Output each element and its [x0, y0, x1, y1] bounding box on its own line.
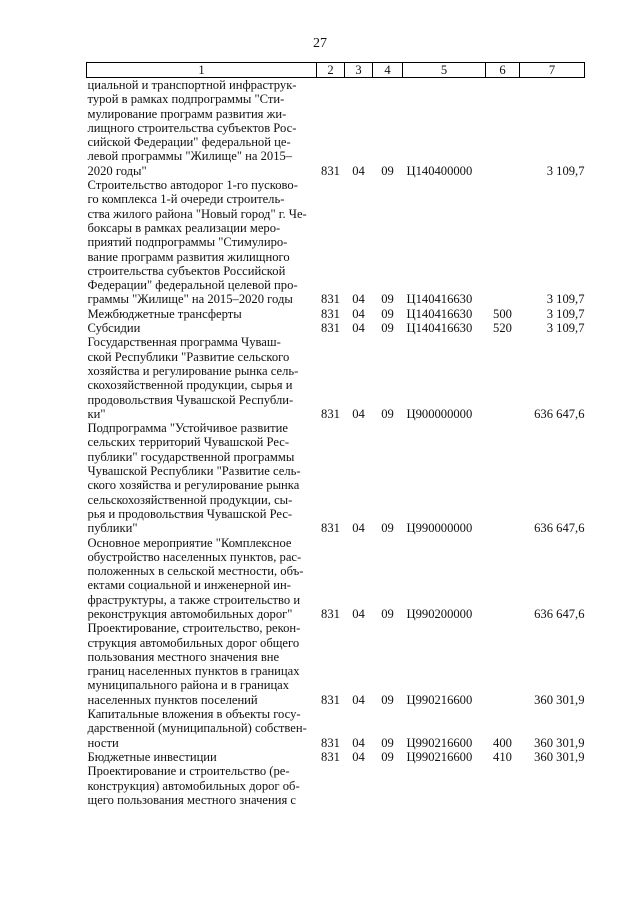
header-col-5: 5 — [403, 63, 486, 78]
row-description — [87, 78, 317, 179]
header-col-6: 6 — [486, 63, 520, 78]
description-line: граммы "Жилище" на 2015–2020 годы — [87, 292, 293, 307]
header-col-4: 4 — [373, 63, 403, 78]
table-row — [87, 78, 585, 179]
description-line: турой в рамках подпрограммы "Сти- — [87, 92, 285, 107]
description-line: муниципального района и в границах — [87, 678, 290, 693]
target-article-code: Ц900000000 — [406, 406, 473, 421]
description-line: ки" — [87, 406, 106, 421]
expense-type-code — [486, 536, 520, 622]
description-line: приятий подпрограммы "Стимулиро- — [87, 235, 288, 250]
description-line: 2020 годы" — [87, 163, 147, 178]
expense-type-code — [486, 621, 520, 707]
description-line: рья и продовольствия Чувашской Рес- — [87, 506, 293, 521]
description-line: ского хозяйства и регулирование рынка — [87, 478, 300, 493]
subsection-code: 09 — [381, 606, 394, 621]
row-description — [87, 178, 317, 307]
expense-type-code — [486, 764, 520, 807]
target-article-code: Ц140400000 — [406, 163, 473, 178]
section-code: 04 — [352, 292, 365, 307]
amount-value: 360 301,9 — [534, 692, 585, 707]
subsection-code: 09 — [381, 749, 394, 764]
description-line: Субсидии — [87, 321, 141, 336]
table-row — [87, 750, 585, 764]
section-code: 04 — [352, 521, 365, 536]
description-line: публики" — [87, 521, 138, 536]
section-code: 04 — [352, 692, 365, 707]
row-description — [87, 335, 317, 421]
amount-value: 3 109,7 — [546, 163, 585, 178]
row-description — [87, 750, 317, 764]
section-code: 04 — [352, 321, 365, 336]
target-article-code: Ц990000000 — [406, 521, 473, 536]
subsection-code: 09 — [381, 735, 394, 750]
ministry-code — [317, 764, 345, 807]
table-row — [87, 764, 585, 807]
description-line: фраструктуры, а также строительство и — [87, 592, 301, 607]
description-line: Межбюджетные трансферты — [87, 306, 242, 321]
expense-type-code: 520 — [493, 321, 512, 336]
header-col-7: 7 — [520, 63, 585, 78]
subsection-code: 09 — [381, 406, 394, 421]
ministry-code: 831 — [321, 606, 340, 621]
expense-type-code — [486, 421, 520, 535]
ministry-code: 831 — [321, 306, 340, 321]
ministry-code: 831 — [321, 292, 340, 307]
table-header — [87, 63, 585, 78]
subsection-code: 09 — [381, 321, 394, 336]
expense-type-code: 410 — [493, 749, 512, 764]
row-description — [87, 421, 317, 535]
amount-value: 3 109,7 — [546, 306, 585, 321]
amount-value: 636 647,6 — [534, 606, 585, 621]
amount-value — [520, 764, 585, 807]
header-col-2: 2 — [317, 63, 345, 78]
subsection-code: 09 — [381, 692, 394, 707]
table-row — [87, 621, 585, 707]
description-line: населенных пунктов поселений — [87, 692, 258, 707]
description-line: строительства субъектов Российской — [87, 263, 286, 278]
description-line: сельских территорий Чувашской Рес- — [87, 435, 290, 450]
description-line: сийской Федерации" федеральной це- — [87, 135, 291, 150]
table-row — [87, 178, 585, 307]
subsection-code: 09 — [381, 163, 394, 178]
section-code: 04 — [352, 735, 365, 750]
budget-table — [86, 62, 585, 807]
row-description — [87, 707, 317, 750]
description-line: Капитальные вложения в объекты госу- — [87, 707, 301, 722]
description-line: границ населенных пунктов в границах — [87, 664, 300, 679]
description-line: Проектирование, строительство, рекон- — [87, 621, 301, 636]
target-article-code: Ц990216600 — [406, 735, 473, 750]
description-line: Проектирование и строительство (ре- — [87, 764, 290, 779]
row-description — [87, 621, 317, 707]
header-col-3: 3 — [345, 63, 373, 78]
target-article-code: Ц140416630 — [406, 292, 473, 307]
expense-type-code: 500 — [493, 306, 512, 321]
description-line: ства жилого района "Новый город" г. Че- — [87, 206, 307, 221]
section-code: 04 — [352, 306, 365, 321]
row-description — [87, 536, 317, 622]
description-line: боксары в рамках реализации меро- — [87, 220, 281, 235]
description-line: Строительство автодорог 1-го пусково- — [87, 178, 298, 193]
target-article-code: Ц140416630 — [406, 321, 473, 336]
description-line: сельскохозяйственной продукции, сы- — [87, 492, 293, 507]
table-body — [87, 78, 585, 808]
section-code: 04 — [352, 406, 365, 421]
target-article-code: Ц990200000 — [406, 606, 473, 621]
description-line: реконструкция автомобильных дорог" — [87, 606, 293, 621]
description-line: Бюджетные инвестиции — [87, 749, 217, 764]
amount-value: 360 301,9 — [534, 749, 585, 764]
section-code: 04 — [352, 606, 365, 621]
ministry-code: 831 — [321, 735, 340, 750]
ministry-code: 831 — [321, 521, 340, 536]
subsection-code: 09 — [381, 292, 394, 307]
description-line: ности — [87, 735, 119, 750]
description-line: вание программ развития жилищного — [87, 249, 290, 264]
description-line: конструкция) автомобильных дорог об- — [87, 778, 300, 793]
row-description — [87, 307, 317, 321]
page-number: 27 — [313, 36, 327, 51]
table-row — [87, 321, 585, 335]
amount-value: 3 109,7 — [546, 292, 585, 307]
description-line: щего пользования местного значения с — [87, 792, 297, 807]
description-line: Чувашской Республики "Развитие сель- — [87, 464, 301, 479]
header-col-1: 1 — [87, 63, 317, 78]
expense-type-code — [486, 78, 520, 179]
description-line: циальной и транспортной инфраструк- — [87, 78, 297, 92]
description-line: положенных в сельской местности, объ- — [87, 564, 304, 579]
amount-value: 636 647,6 — [534, 406, 585, 421]
expense-type-code — [486, 335, 520, 421]
subsection-code: 09 — [381, 521, 394, 536]
ministry-code: 831 — [321, 321, 340, 336]
description-line: го комплекса 1-й очереди строитель- — [87, 192, 285, 207]
description-line: Федерации" федеральной целевой про- — [87, 278, 298, 293]
subsection-code — [373, 764, 403, 807]
description-line: левой программы "Жилище" на 2015– — [87, 149, 293, 164]
row-description — [87, 321, 317, 335]
target-article-code: Ц990216600 — [406, 692, 473, 707]
description-line: струкция автомобильных дорог общего — [87, 635, 300, 650]
amount-value: 3 109,7 — [546, 321, 585, 336]
table-row — [87, 421, 585, 535]
description-line: мулирование программ развития жи- — [87, 106, 287, 121]
amount-value: 636 647,6 — [534, 521, 585, 536]
description-line: публики" государственной программы — [87, 449, 295, 464]
table-row — [87, 707, 585, 750]
ministry-code: 831 — [321, 749, 340, 764]
description-line: скохозяйственной продукции, сырья и — [87, 378, 293, 393]
section-code: 04 — [352, 749, 365, 764]
description-line: Основное мероприятие "Комплексное — [87, 535, 292, 550]
expense-type-code: 400 — [493, 735, 512, 750]
ministry-code: 831 — [321, 692, 340, 707]
description-line: пользования местного значения вне — [87, 649, 280, 664]
description-line: Подпрограмма "Устойчивое развитие — [87, 421, 288, 436]
target-article-code: Ц140416630 — [406, 306, 473, 321]
section-code — [345, 764, 373, 807]
description-line: ектами социальной и инженерной ин- — [87, 578, 291, 593]
amount-value: 360 301,9 — [534, 735, 585, 750]
description-line: обустройство населенных пунктов, рас- — [87, 549, 302, 564]
target-article-code — [403, 764, 486, 807]
description-line: хозяйства и регулирование рынка сель- — [87, 363, 299, 378]
table-row — [87, 335, 585, 421]
row-description — [87, 764, 317, 807]
description-line: дарственной (муниципальной) собствен- — [87, 721, 307, 736]
ministry-code: 831 — [321, 406, 340, 421]
description-line: ской Республики "Развитие сельского — [87, 349, 290, 364]
description-line: Государственная программа Чуваш- — [87, 335, 281, 350]
section-code: 04 — [352, 163, 365, 178]
table-row — [87, 536, 585, 622]
table-row — [87, 307, 585, 321]
description-line: лищного строительства субъектов Рос- — [87, 120, 297, 135]
target-article-code: Ц990216600 — [406, 749, 473, 764]
description-line: продовольствия Чувашской Республи- — [87, 392, 294, 407]
subsection-code: 09 — [381, 306, 394, 321]
ministry-code: 831 — [321, 163, 340, 178]
expense-type-code — [486, 178, 520, 307]
